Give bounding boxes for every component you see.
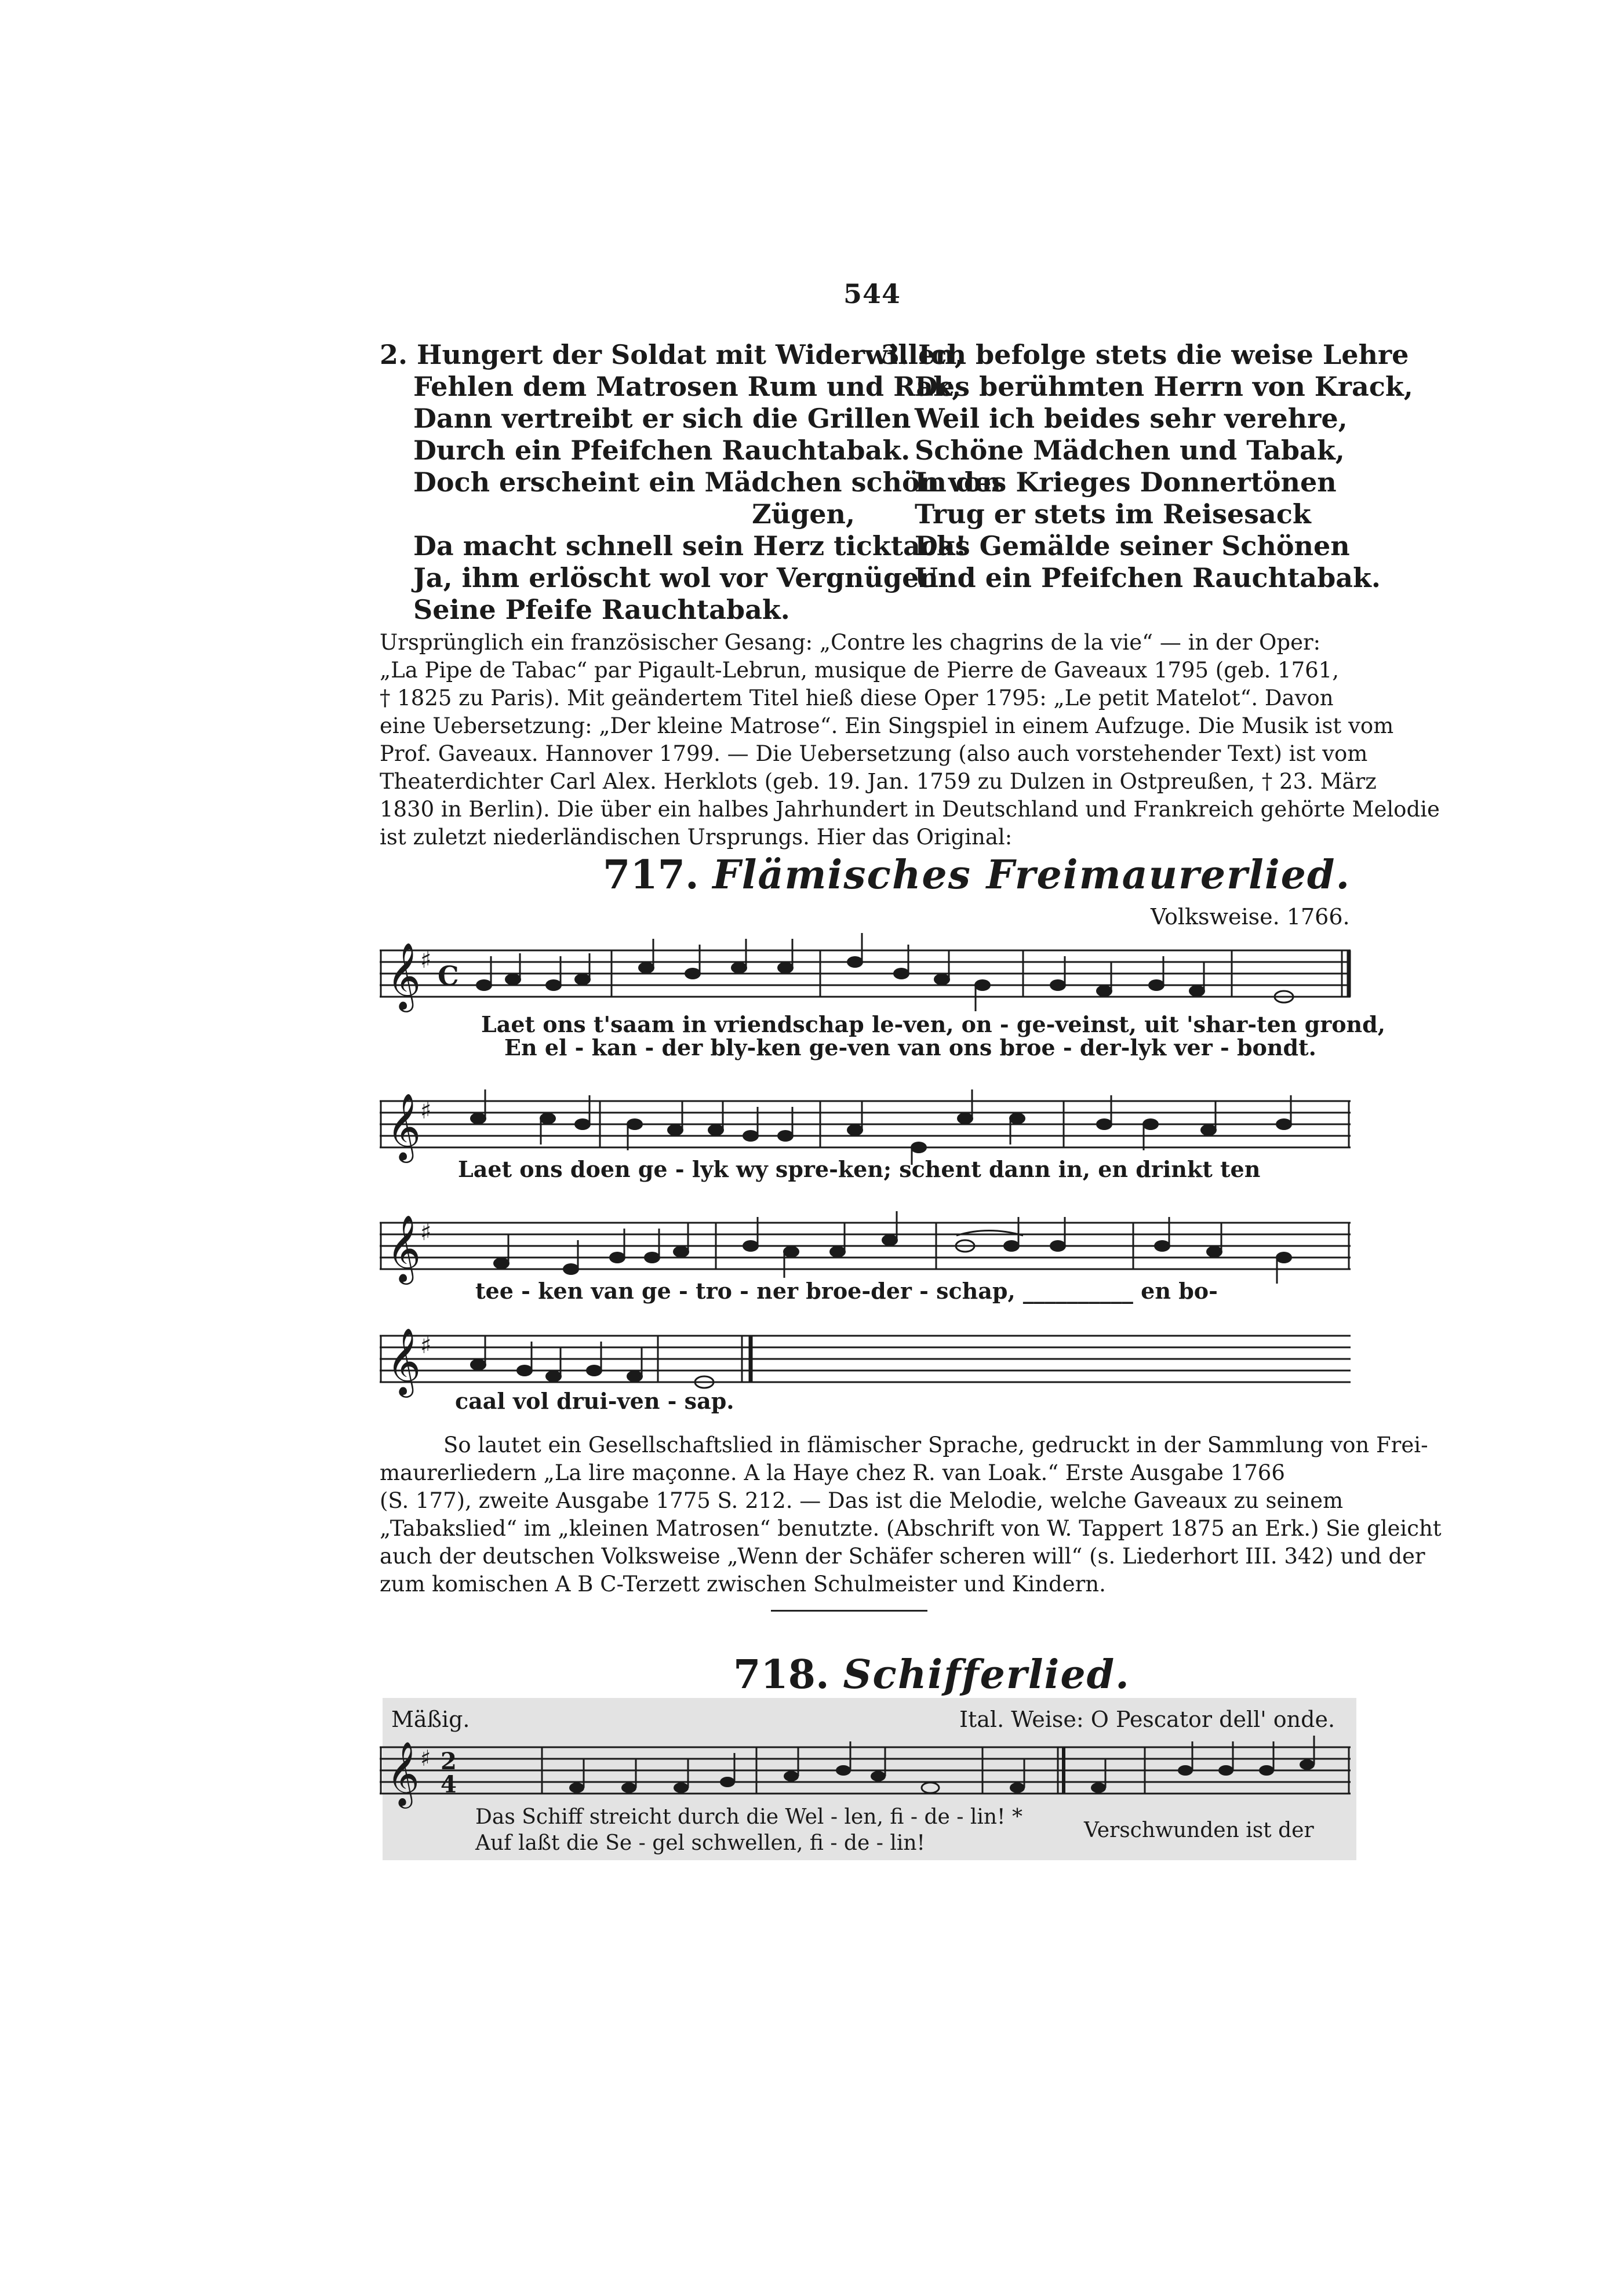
- origin-note-line: 1830 in Berlin). Die über ein halbes Jahrhundert in Deutschland und Frankreich gehörte Melodie: [380, 797, 1440, 822]
- song-717-source: Volksweise. 1766.: [1151, 904, 1350, 930]
- after-note-line: (S. 177), zweite Ausgabe 1775 S. 212. — Das ist die Melodie, welche Gaveaux zu seinem: [380, 1488, 1344, 1513]
- svg-text:♯: ♯: [420, 1332, 432, 1359]
- verse-3-line: Des berühmten Herrn von Krack,: [915, 371, 1413, 402]
- song-717-title: Flämisches Freimaurerlied.: [712, 852, 1351, 898]
- verse-2-line: Zügen,: [752, 498, 855, 530]
- page-number: 544: [843, 278, 901, 309]
- after-note-line: maurerliedern „La lire maçonne. A la Haye chez R. van Loak.“ Erste Ausgabe 1766: [380, 1460, 1285, 1485]
- after-note-line: So lautet ein Gesellschaftslied in flämischer Sprache, gedruckt in der Sammlung von Frei-: [443, 1433, 1428, 1457]
- song-718-lyric-a: Das Schiff streicht durch die Wel - len, fi - de - lin! *: [475, 1805, 1022, 1829]
- svg-text:C: C: [438, 960, 459, 992]
- svg-text:♯: ♯: [420, 1098, 432, 1124]
- verse-2: [380, 339, 1001, 626]
- song-718-lyric-b: Auf laßt die Se - gel schwellen, fi - de - lin!: [475, 1831, 926, 1855]
- after-note-line: auch der deutschen Volksweise „Wenn der Schäfer scheren will“ (s. Liederhort III. 342) und der: [380, 1544, 1425, 1569]
- verse-3-line: 3. Ich befolge stets die weise Lehre: [881, 339, 1409, 370]
- verse-2-line: 2. Hungert der Soldat mit Widerwillen,: [380, 339, 964, 370]
- song-718-staff: [380, 1730, 1353, 1811]
- verse-3-line: Und ein Pfeifchen Rauchtabak.: [915, 562, 1381, 593]
- svg-text:𝄞: 𝄞: [387, 942, 421, 1009]
- song-717-lyric-2: Laet ons doen ge - lyk wy spre-ken; schent dann in, en drinkt ten: [458, 1156, 1261, 1182]
- verse-2-line: Durch ein Pfeifchen Rauchtabak.: [413, 435, 911, 466]
- origin-note-line: Ursprünglich ein französischer Gesang: „Contre les chagrins de la vie“ — in der Oper:: [380, 630, 1321, 655]
- origin-note: [380, 629, 1440, 851]
- after-note-line: „Tabakslied“ im „kleinen Matrosen“ benutzte. (Abschrift von W. Tappert 1875 an Erk.) Sie gleicht: [380, 1516, 1442, 1541]
- song-717-staff-1: [380, 927, 1353, 1014]
- origin-note-line: Theaterdichter Carl Alex. Herklots (geb. 19. Jan. 1759 zu Dulzen in Ostpreußen, † 23. März: [380, 769, 1377, 794]
- verse-2-line: Dann vertreibt er sich die Grillen: [413, 403, 911, 434]
- song-718-lyric-c: Verschwunden ist der: [1084, 1818, 1314, 1842]
- song-717-lyric-1a: Laet ons t'saam in vriendschap le-ven, on - ge-veinst, uit 'shar-ten grond,: [481, 1011, 1385, 1037]
- svg-text:♯: ♯: [420, 1745, 431, 1771]
- song-718-source: Ital. Weise: O Pescator dell' onde.: [959, 1707, 1335, 1732]
- song-717-number: 717.: [603, 852, 699, 898]
- origin-note-line: † 1825 zu Paris). Mit geändertem Titel hieß diese Oper 1795: „Le petit Matelot“. Davon: [380, 686, 1334, 710]
- origin-note-line: Prof. Gaveaux. Hannover 1799. — Die Uebersetzung (also auch vorstehender Text) ist vom: [380, 741, 1368, 766]
- verse-3-line: Schöne Mädchen und Tabak,: [915, 435, 1345, 466]
- origin-note-line: „La Pipe de Tabac“ par Pigault-Lebrun, musique de Pierre de Gaveaux 1795 (geb. 1761,: [380, 658, 1339, 683]
- verse-2-line: Doch erscheint ein Mädchen schön von: [413, 467, 1001, 498]
- verse-2-line: Seine Pfeife Rauchtabak.: [413, 594, 790, 625]
- song-717-staff-3: [380, 1200, 1353, 1287]
- song-718-heading: [733, 1652, 1130, 1698]
- song-718-number: 718.: [733, 1652, 829, 1698]
- song-718-tempo: Mäßig.: [391, 1707, 470, 1732]
- origin-note-line: ist zuletzt niederländischen Ursprungs. Hier das Original:: [380, 825, 1013, 850]
- verse-3-line: In des Krieges Donnertönen: [915, 467, 1337, 498]
- origin-note-line: eine Uebersetzung: „Der kleine Matrose“. Ein Singspiel in einem Aufzuge. Die Musik ist vom: [380, 713, 1394, 738]
- verse-3-line: Das Gemälde seiner Schönen: [915, 530, 1350, 562]
- song-717-staff-4: [380, 1313, 1353, 1400]
- verse-3-line: Trug er stets im Reisesack: [915, 498, 1311, 530]
- verse-2-line: Da macht schnell sein Herz ticktack!: [413, 530, 967, 562]
- song-718-title: Schifferlied.: [843, 1652, 1130, 1698]
- song-717-staff-2: [380, 1078, 1353, 1165]
- verse-3: [881, 339, 1413, 594]
- song-717-heading: [603, 852, 1351, 898]
- svg-text:𝄞: 𝄞: [387, 1741, 420, 1806]
- song-717-lyric-3: tee - ken van ge - tro - ner broe-der - schap, __________ en bo-: [475, 1278, 1218, 1304]
- verse-2-line: Fehlen dem Matrosen Rum und Rak,: [413, 371, 962, 402]
- svg-text:2: 2: [441, 1748, 457, 1775]
- svg-text:𝄞: 𝄞: [387, 1092, 421, 1160]
- verse-3-line: Weil ich beides sehr verehre,: [915, 403, 1348, 434]
- svg-text:𝄞: 𝄞: [387, 1214, 421, 1282]
- svg-text:𝄞: 𝄞: [387, 1327, 421, 1395]
- song-717-lyric-1b: En el - kan - der bly-ken ge-ven van ons broe - der-lyk ver - bondt.: [504, 1034, 1316, 1060]
- verse-2-line: Ja, ihm erlöscht wol vor Vergnügen: [413, 562, 938, 593]
- after-note: [380, 1431, 1442, 1598]
- song-717-lyric-4: caal vol drui-ven - sap.: [455, 1388, 734, 1414]
- svg-text:♯: ♯: [420, 1219, 432, 1246]
- svg-text:4: 4: [441, 1771, 457, 1798]
- section-divider: [771, 1610, 927, 1612]
- after-note-line: zum komischen A B C-Terzett zwischen Schulmeister und Kindern.: [380, 1572, 1106, 1597]
- svg-text:♯: ♯: [420, 947, 432, 974]
